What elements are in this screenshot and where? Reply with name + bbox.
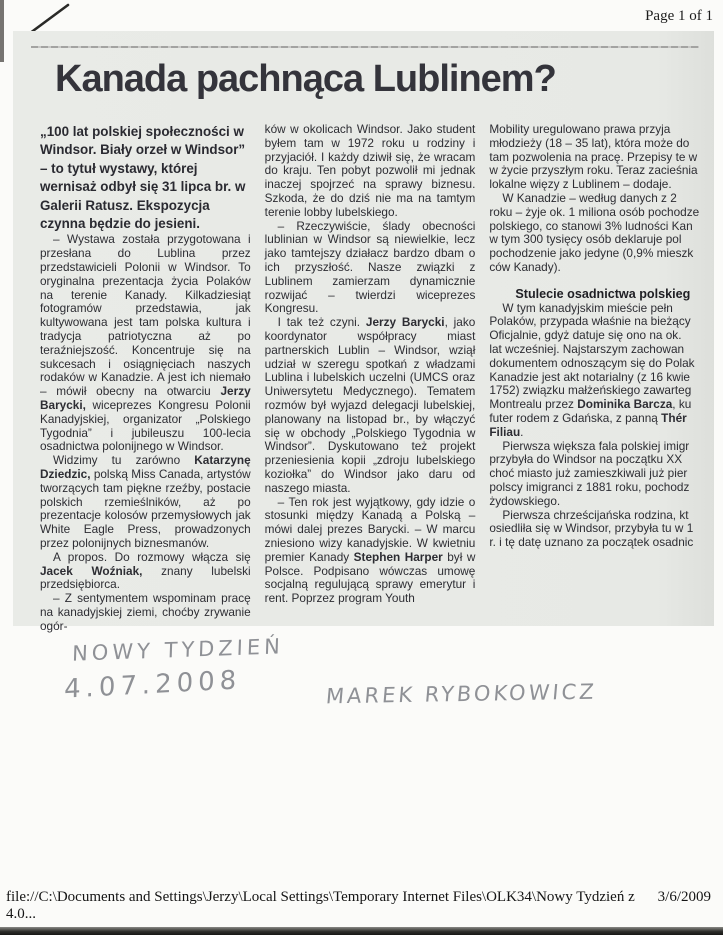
article-column-2 <box>265 123 476 615</box>
scan-edge-left <box>0 0 4 62</box>
article-line: Kanadzie jest akt notarialny (z 16 kwie <box>489 369 690 384</box>
article-paragraph: – Wystawa została przygotowana i przesłana do Lublina przez przedstawicieli Polonii w Windsor. To oryginalna prezentacja życia Polaków na terenie Kanady. Kilkadziesiąt fotogramów przedstawia, jak kultywowana jest tam polska kultura i tradycja patriotyczna aż po teraźniejszość. Koncentruje się na sukcesach i osiągnięciach naszych rodaków w Kanadzie. A jest ich niemało – mówił obecny na otwarciu Jerzy Barycki, wiceprezes Kongresu Polonii Kanadyjskiej, organizator „Polskiego Tygodnia” i jubileuszu 100-lecia osadnictwa polonijnego w Windsor. <box>40 232 251 454</box>
article-line: Mobility uregulowano prawa przyja <box>489 122 671 136</box>
article-line: futer rodem z Gdańska, z panną Thér <box>489 410 687 425</box>
article-line: W Kanadzie – według danych z 2 <box>502 190 677 205</box>
article-line: W tym kanadyjskim mieście pełn <box>502 300 673 315</box>
article-line: żydowskiego. <box>489 493 561 508</box>
handwritten-author: MAREK RYBOKOWICZ <box>324 679 598 709</box>
article-line: Filiau. <box>489 424 524 439</box>
article-line: w życie przyszłym roku. Teraz zacieśnia <box>489 163 698 178</box>
handwritten-date: 4.07.2008 <box>63 665 242 705</box>
article-columns <box>40 122 700 633</box>
article-paragraph: I tak też czyni. Jerzy Barycki, jako koordynator współpracy miast partnerskich Lublin – Windsor, wziął udział w szeregu spotkań z władzami Lublina i lubelskich uczelni (UMCS oraz Uniwersytetu Medycznego). Tematem rozmów był wyjazd delegacji lubelskiej, planowany na listopad br., by włączyć się w obchody „Polskiego Tygodnia w Windsor”. Dyskutowano też projekt przeniesienia kopii „zdroju lubelskiego koziołka” do Windsor jako daru od naszego miasta. <box>264 315 476 495</box>
article-line: roku – żyje ok. 1 miliona osób pochodze <box>489 204 700 219</box>
article-paragraph: Widzimy tu zarówno Katarzynę Dziedzic, polską Miss Canada, artystów tworzących tam piękne rzeźby, postacie polskich rzemieślników, aż po prezentacje kolosów przemysłowych jak White Eagle Press, prowadzonych przez polonijnych biznesmanów. <box>40 453 251 550</box>
handwritten-publication: NOWY TYDZIEŃ <box>71 634 285 666</box>
section-heading: Stulecie osadnictwa polskieg <box>515 286 691 301</box>
article-line: Montrealu przez Dominika Barcza, ku <box>489 397 692 412</box>
article-paragraph: ków w okolicach Windsor. Jako student byłem tam w 1972 roku u rodziny i przyjaciół. I każdy dziwił się, że wracam do kraju. Ten pobyt pozwolił mi jednak inaczej spojrzeć na sprawy biznesu. Szkoda, że do dziś nie ma na tamtym terenie lobby lubelskiego. <box>264 122 476 219</box>
article-line: przybyła do Windsor na początku XX <box>489 452 683 467</box>
print-header-page-number: Page 1 of 1 <box>645 8 713 24</box>
article-line: polskiego, co stanowi 3% ludności Kan <box>489 218 693 233</box>
article-paragraph: A propos. Do rozmowy włącza się Jacek Woźniak, znany lubelski przedsiębiorca. <box>40 549 251 592</box>
article-line: Polaków, przypada właśnie na bieżący <box>489 314 691 329</box>
article-line: tam pozwolenia na pracę. Przepisy te w <box>489 149 698 164</box>
article-line: Pierwsza chrześcijańska rodzina, kt <box>502 507 689 522</box>
article-paragraph: – Ten rok jest wyjątkowy, gdy idzie o stosunki między Kanadą a Polską – mówi dalej prezes Barycki. – W marcu zniesiono wizy kanadyjskie. W kwietniu premier Kanady Stephen Harper był w Polsce. Podpisano wówczas umowę socjalną regulującą sprawy emerytur i rent. Poprzez program Youth <box>264 494 476 606</box>
article-line: młodzieży (18 – 35 lat), która może do <box>489 135 690 150</box>
print-footer-url: file://C:\Documents and Settings\Jerzy\Local Settings\Temporary Internet Files\OLK34\Nowy Tydzień z 4.0... <box>6 889 635 922</box>
article-line: lat wcześniej. Najstarszym zachowan <box>489 341 685 356</box>
article-line: Pierwsza większa fala polskiej imigr <box>502 438 690 453</box>
article-line: polscy imigranci z 1881 roku, pochodz <box>489 479 690 494</box>
article-line: r. i tę datę uznano za początek osadnic <box>489 535 694 550</box>
article-column-1 <box>40 123 251 633</box>
article-line: Oficjalnie, gdyż datuje się ono na ok. <box>489 328 682 343</box>
article-title: Kanada pachnąca Lublinem? <box>55 58 556 100</box>
article-lead: „100 lat polskiej społeczności w Windsor. Biały orzeł w Windsor” – to tytuł wystawy, której wernisaż odbył się 31 lipca br. w Galerii Ratusz. Ekspozycja czynna będzie do jesieni. <box>40 124 246 232</box>
article-line: osiedliła się w Windsor, przybyła tu w 1 <box>489 521 694 536</box>
article-line: ców Kanady). <box>489 259 561 274</box>
newspaper-clipping <box>13 31 714 633</box>
clipping-top-rule <box>31 46 699 48</box>
article-line: 1752) związku małżeńskiego zawarteg <box>489 383 692 398</box>
article-line: w tym 300 tysięcy osób deklaruje pol <box>489 232 682 247</box>
article-paragraph: – Z sentymentem wspominam pracę na kanadyjskiej ziemi, choćby zrywanie ogór- <box>40 591 251 633</box>
article-column-3 <box>489 123 700 615</box>
scan-edge-bottom <box>0 927 723 935</box>
print-footer <box>0 889 723 923</box>
print-footer-date: 3/6/2009 <box>657 889 711 905</box>
article-line: choć miasto już zamieszkiwali już pier <box>489 466 688 481</box>
article-paragraph: – Rzeczywiście, ślady obecności lublinian w Windsor są niewielkie, lecz jako tamtejszy działacz bardzo dbam o ich przyszłość. Nasze związki z Lublinem zamierzam dynamicznie rozwijać – twierdzi wiceprezes Kongresu. <box>264 218 476 316</box>
article-line: pochodzenie jako jedyne (0,9% mieszk <box>489 246 694 261</box>
article-line: dokumentem odnoszącym się do Polak <box>489 355 695 370</box>
article-line: lokalne więzy z Lublinem – dodaje. <box>489 177 672 192</box>
